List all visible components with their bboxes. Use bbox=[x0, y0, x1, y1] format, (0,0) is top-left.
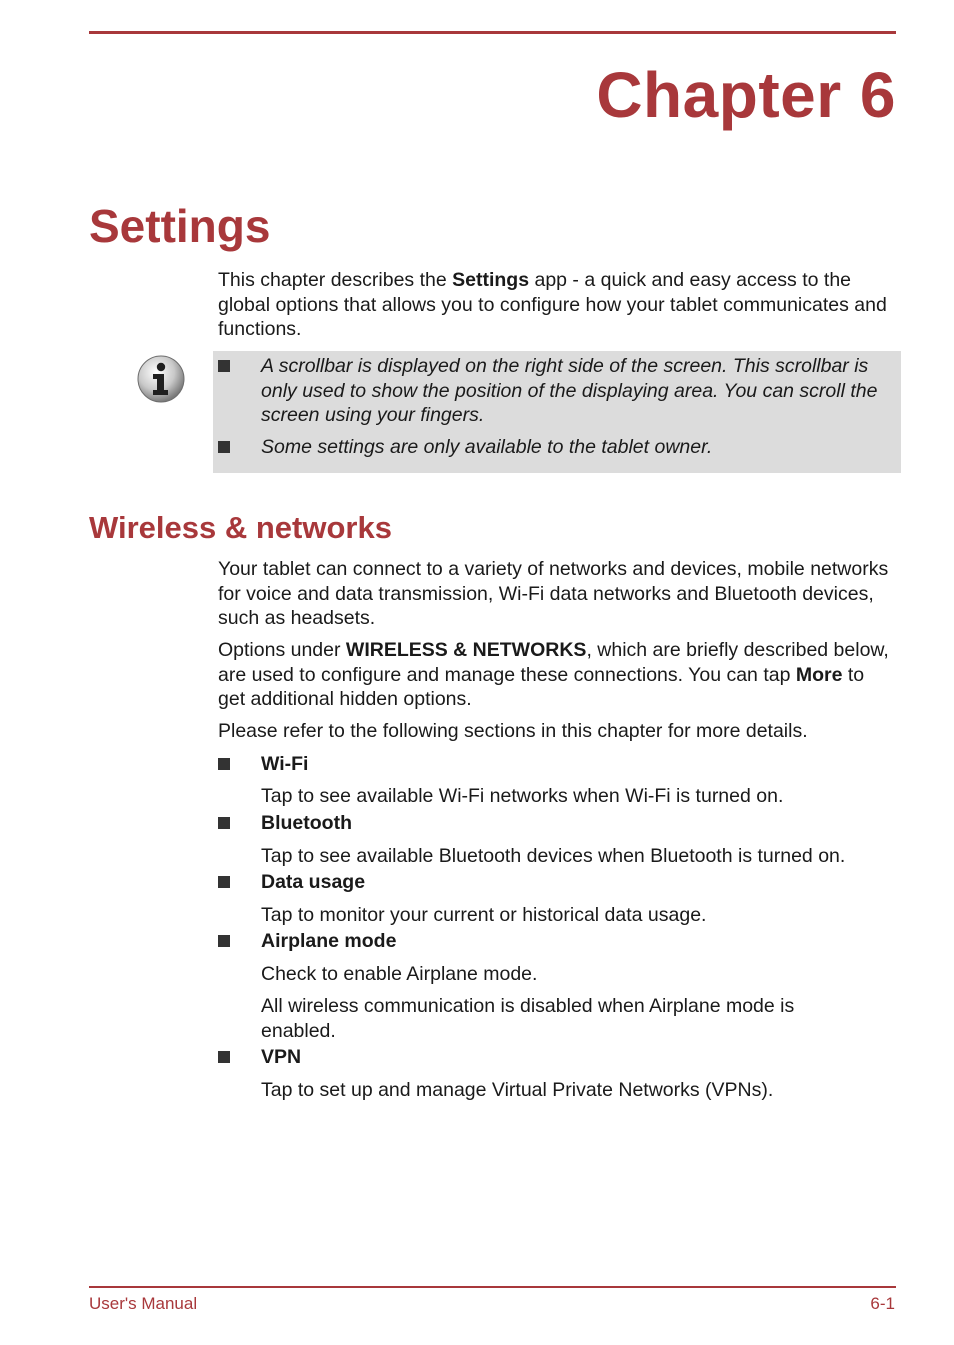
wireless-paragraph-1: Your tablet can connect to a variety of networks and devices, mobile networks for voice and data transmission, Wi-Fi data networks and Bluetooth devices, such as headsets. bbox=[218, 558, 889, 629]
item-title-airplane-mode: Airplane mode bbox=[261, 930, 397, 952]
note-bullet bbox=[218, 360, 230, 372]
chapter-title: Chapter 6 bbox=[596, 59, 896, 131]
item-title-bluetooth: Bluetooth bbox=[261, 812, 352, 834]
list-bullet bbox=[218, 935, 230, 947]
item-title-vpn: VPN bbox=[261, 1046, 302, 1068]
item-desc-airplane-mode: Check to enable Airplane mode. bbox=[261, 963, 538, 985]
list-bullet bbox=[218, 876, 230, 888]
section-title: Settings bbox=[89, 200, 271, 252]
item-title-wifi: Wi-Fi bbox=[261, 753, 309, 775]
info-icon bbox=[137, 355, 185, 403]
list-bullet bbox=[218, 1051, 230, 1063]
item-title-data-usage: Data usage bbox=[261, 871, 366, 893]
list-bullet bbox=[218, 758, 230, 770]
footer-manual-label: User's Manual bbox=[89, 1294, 198, 1313]
footer-rule bbox=[89, 1286, 896, 1288]
page-number: 6-1 bbox=[870, 1294, 895, 1313]
item-desc-data-usage: Tap to monitor your current or historical data usage. bbox=[261, 904, 707, 926]
list-bullet bbox=[218, 817, 230, 829]
intro-paragraph: This chapter describes the Settings app - a quick and easy access to the global options that allows you to configure how your tablet communicates and functions. bbox=[218, 269, 887, 340]
item-desc-airplane-mode-2: All wireless communication is disabled when Airplane mode is enabled. bbox=[261, 995, 795, 1042]
note-item: A scrollbar is displayed on the right side of the screen. This scrollbar is only used to show the position of the displaying area. You can scroll the screen using your fingers. bbox=[261, 355, 878, 426]
wireless-paragraph-3: Please refer to the following sections in this chapter for more details. bbox=[218, 720, 808, 742]
item-desc-vpn: Tap to set up and manage Virtual Private Networks (VPNs). bbox=[261, 1079, 774, 1101]
note-item: Some settings are only available to the tablet owner. bbox=[261, 436, 713, 458]
subsection-title: Wireless & networks bbox=[89, 510, 392, 545]
wireless-paragraph-2: Options under WIRELESS & NETWORKS, which are briefly described below, are used to configure and manage these connections. You can tap More to get additional hidden options. bbox=[218, 639, 889, 710]
item-desc-bluetooth: Tap to see available Bluetooth devices when Bluetooth is turned on. bbox=[261, 845, 846, 867]
note-bullet bbox=[218, 441, 230, 453]
header-rule bbox=[89, 31, 896, 34]
item-desc-wifi: Tap to see available Wi-Fi networks when Wi-Fi is turned on. bbox=[261, 785, 784, 807]
